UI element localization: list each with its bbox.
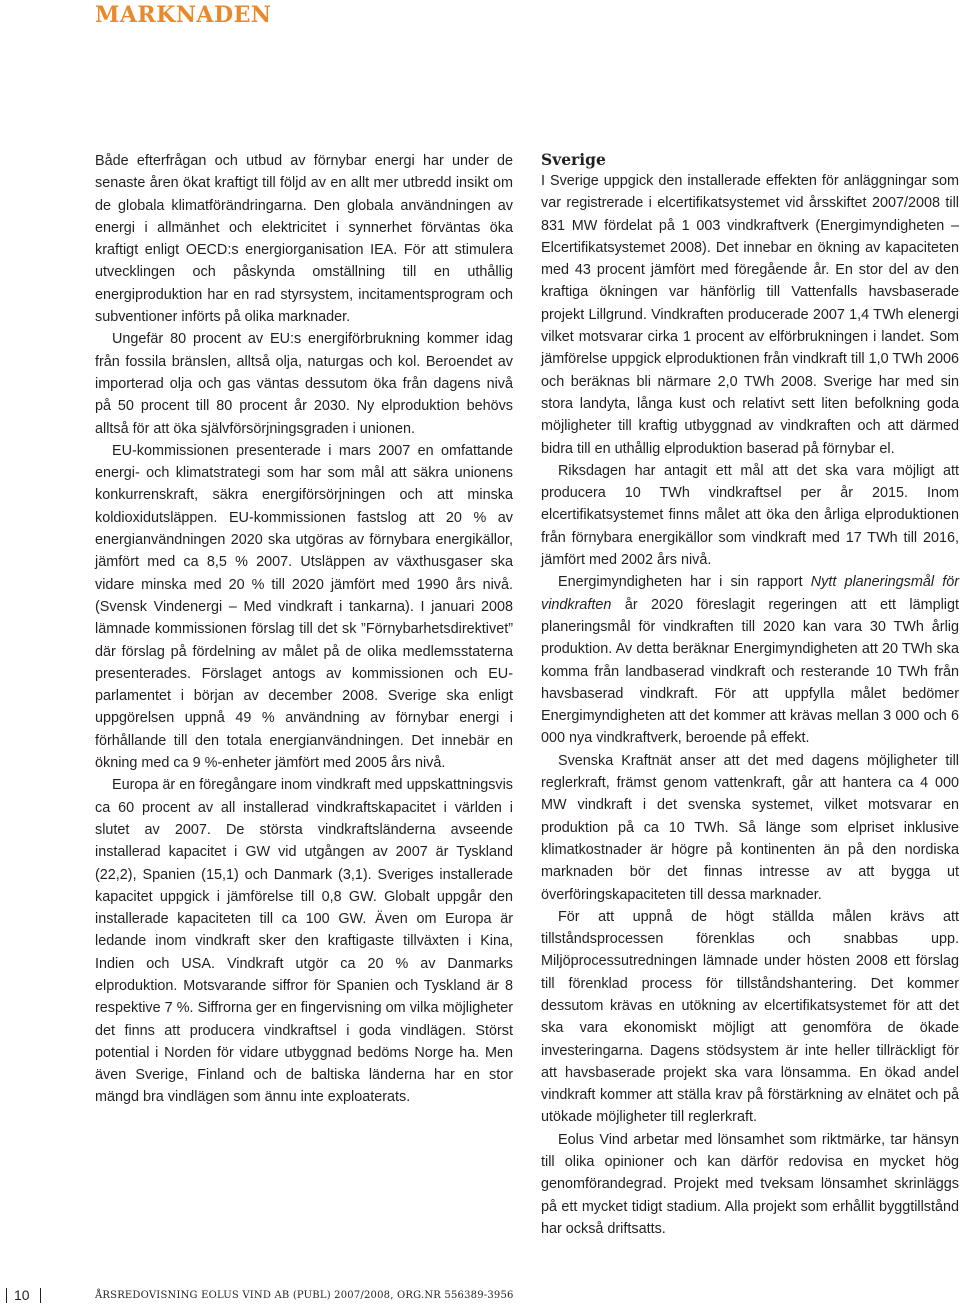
energimyndigheten-paragraph [541, 571, 959, 749]
footer-divider [40, 1288, 41, 1303]
eu-energy-paragraph: Ungefär 80 procent av EU:s energiförbrukning kommer idag från fossila bränslen, alltså olja, naturgas och kol. Beroendet av importerad olja och gas väntas dessutom öka från dagens nivå på 50 procent till 80 procent år 2030. Ny elproduktion behövs alltså för att öka självförsörjningsgraden i unionen. [95, 331, 513, 437]
energimyndigheten-text-post: år 2020 föreslagit regeringen att ett lämpligt planeringsmål för vindkraften till 2020 kan vara 30 TWh årlig produktion. Av detta beräknar Energimyndigheten att 20 TWh ska komma från landbaserad vindkraft och resterande 10 TWh från havsbaserad vindkraft. För att uppfylla målet bedömer Energimyndigheten att det kommer att krävas mellan 3 000 och 6 000 nya vindkraftverk, beroende på effekt. [541, 596, 959, 747]
publication-info: ÅRSREDOVISNING EOLUS VIND AB (PUBL) 2007/2008, ORG.NR 556389-3956 [95, 1290, 514, 1301]
section-title: MARKNADEN [95, 2, 272, 28]
permit-process-paragraph: För att uppnå de högt ställda målen krävs att tillståndsprocessen förenklas och snabbas upp. Miljöprocessutredningen lämnade under hösten 2008 ett förslag till förenklad process för tillståndshantering. Det kommer dessutom krävas en utökning av elcertifikatsystemet för att det ska vara ekonomiskt möjligt att genomföra de ökade investeringarna. Dagens stödsystem är inte heller tillräckligt för att havsbaserade projekt ska vara lönsamma. En ökad andel vindkraft kommer att ställa krav på förstärkning av elnätet och på utökade möjligheter till reglerkraft. [541, 908, 959, 1126]
eolus-paragraph: Eolus Vind arbetar med lönsamhet som riktmärke, tar hänsyn till olika opinioner och kan därför redovisa en mycket hög genomförandegrad. Projekt med tveksam lönsamhet skrinläggs på ett mycket tidigt stadium. Alla projekt som erhållit byggtillstånd har också driftsatts. [541, 1131, 959, 1237]
energimyndigheten-text-pre: Energimyndigheten har i sin rapport [558, 574, 811, 591]
riksdagen-paragraph: Riksdagen har antagit ett mål att det ska vara möjligt att producera 10 TWh vindkraftsel per år 2015. Inom elcertifikatsystemet finns målet att öka den årliga elproduktionen från förnybara energikällor som vindkraft med 17 TWh till 2016, jämfört med 2002 års nivå. [541, 462, 959, 569]
europe-wind-paragraph: Europa är en föregångare inom vindkraft med uppskattningsvis ca 60 procent av all installerad vindkraftskapacitet i världen i slutet av 2007. De största vindkraftsländerna avseende installerad kapacitet i GW vid utgången av 2007 är Tyskland (22,2), Spanien (15,1) och Danmark (3,1). Sveriges installerade kapacitet uppgick i jämförelse till 0,8 GW. Globalt uppgår den installerade kapaciteten till ca 100 GW. Även om Europa är ledande inom vindkraft sker den kraftigaste tillväxten i Kina, Indien och USA. Vindkraft utgör ca 20 % av Danmarks elproduktion. Motsvarande siffror för Spanien och Tyskland är 8 respektive 7 %. Siffrorna ger en fingervisning om vilka möjligheter det finns att producera vindkraftsel i goda vindlägen. Störst potential i Norden för vidare utbyggnad bedöms Norge ha. Men även Sverige, Finland och de baltiska länderna har en stor mängd bra vindlägen som ännu inte exploaterats. [95, 777, 513, 1106]
page-number: 10 [14, 1287, 30, 1303]
sverige-paragraph: I Sverige uppgick den installerade effekten för anläggningar som var registrerade i elcertifikatsystemet vid årsskiftet 2007/2008 till 831 MW fördelat på 1 003 vindkraftverk (Energimyndigheten – Elcertifikatsystemet 2008). Det innebar en ökning av kapaciteten med 43 procent jämfört med föregående år. En stor del av den kraftiga ökningen var hänförlig till Vattenfalls havsbaserade projekt Lillgrund. Vindkraften producerade 2007 1,4 TWh elenergi vilket motsvarar cirka 1 procent av elförbrukningen i landet. Som jämförelse uppgick elproduktionen från vindkraft till 1,0 TWh 2006 och beräknas bli närmare 2,0 TWh 2008. Sverige har med sin stora landyta, långa kust och relativt sett liten befolkning goda möjligheter till kraftig utbyggnad av vindkraften och att därmed bidra till en uthållig elproduktion baserad på förnybar el. [541, 173, 959, 457]
kraftnat-paragraph: Svenska Kraftnät anser att det med dagens möjligheter till reglerkraft, främst genom vattenkraft, går att hantera ca 4 000 MW vindkraft i det svenska systemet, vilket motsvarar en produktion på ca 10 TWh. Så länge som elpriset inklusive klimatkostnader är högre på kontinenten än på den nordiska marknaden bör det finnas intresse av att bygga ut överföringskapaciteten till dessa marknader. [541, 752, 959, 903]
eu-commission-paragraph: EU-kommissionen presenterade i mars 2007 en omfattande energi- och klimatstrategi som har som mål att säkra unionens konkurrenskraft, säkra energiförsörjningen och att minska koldioxidutsläppen. EU-kommissionen fastslog att 20 % av energianvändningen 2020 ska utgöras av förnybara energikällor, jämfört med ca 8,5 % 2007. Utsläppen av växthusgaser ska vidare minska med 20 % till 2020 jämfört med 1990 års nivå. (Svensk Vindenergi – Med vindkraft i tankarna). I januari 2008 lämnade kommissionen förslag till det sk ”Förnybarhetsdirektivet” där förslag på fördelning av målet på de olika medlemsstaterna presenterades. Förslaget antogs av kommissionen och EU-parlamentet i början av december 2008. Sverige ska enligt uppgörelsen uppnå 49 % användning av förnybar energi i förhållande till den totala energianvändningen. Det innebär en ökning med ca 9 %-enheter jämfört med 2005 års nivå. [95, 442, 513, 772]
footer-divider [6, 1288, 7, 1303]
right-column [541, 150, 959, 1240]
report-title: Nytt planeringsmål för vindkraften [541, 574, 959, 613]
page-footer [0, 1286, 960, 1306]
sverige-heading: Sverige [541, 150, 606, 169]
left-column [95, 150, 513, 1109]
intro-paragraph: Både efterfrågan och utbud av förnybar energi har under de senaste åren ökat kraftigt till följd av en allt mer utbredd insikt om de globala klimatförändringarna. Den globala användningen av energi i allmänhet och elektricitet i synnerhet förväntas öka kraftigt enligt OECD:s energiorganisation IEA. För att stimulera utvecklingen och påskynda omställning till en uthållig energiproduktion har en rad styrsystem, incitamentsprogram och subventioner införts på olika marknader. [95, 153, 513, 326]
